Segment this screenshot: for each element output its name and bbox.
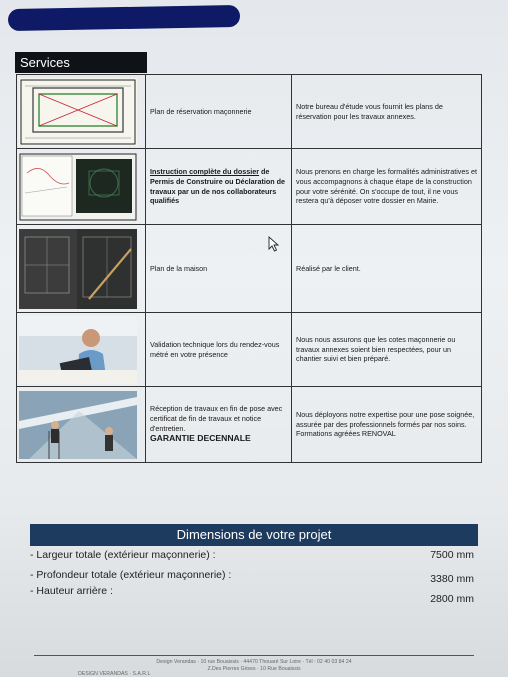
service-description-text: Réalisé par le client. — [296, 263, 361, 273]
service-name-part: de Permis de Construire ou Déclaration de travaux par un de nos collaborateurs qualifiés — [150, 167, 286, 206]
dimension-value: 7500 mm — [430, 549, 474, 561]
dimension-row — [30, 549, 476, 565]
service-description — [292, 313, 482, 387]
service-description-text: Nous prenons en charge les formalités administratives et vous accompagnons à chaque étape de la construction pour votre sérénité. On s'occupe de tout, il ne vous restera qu'à déposer votre dossier en Mairie. — [296, 167, 477, 206]
dimension-row — [30, 569, 476, 585]
service-image-cell — [17, 75, 146, 149]
footer-address-2: Z.Des Pierres Grises · 10 Rue Bouaissis — [207, 666, 301, 672]
service-row — [17, 313, 482, 387]
service-image-cell — [17, 387, 146, 463]
service-row — [17, 387, 482, 463]
service-row — [17, 75, 482, 149]
service-description-text: Nous déployons notre expertise pour une pose soignée, assurée par des professionnels formés par nos soins. — [296, 409, 475, 429]
training-note: Formations agréées RENOVAL — [296, 429, 396, 439]
service-image-cell — [17, 313, 146, 387]
installers-on-veranda-roof-image — [19, 391, 137, 459]
service-image-cell — [17, 225, 146, 313]
technician-with-laptop-image — [19, 316, 137, 384]
service-name — [146, 387, 292, 463]
dimension-label: - Profondeur totale (extérieur maçonnerie) : — [30, 569, 232, 581]
service-name-part: Validation technique lors du rendez-vous métré en votre présence — [150, 339, 280, 359]
service-description — [292, 75, 482, 149]
service-description-text: Notre bureau d'étude vous fournit les plans de réservation pour les travaux annexes. — [296, 101, 443, 121]
service-name-part: Plan de réservation maçonnerie — [150, 106, 252, 116]
service-row — [17, 225, 482, 313]
house-plan-blueprint-image — [19, 229, 137, 309]
service-description — [292, 387, 482, 463]
dimension-value: 3380 mm — [430, 573, 474, 585]
dimension-label: - Largeur totale (extérieur maçonnerie) : — [30, 549, 216, 561]
footer-address: Design Verandas · 10 rue Bouaissis · 44470 Thouaré Sur Loire · Tél : 02 40 03 84 24 — [156, 659, 352, 665]
building-permit-documents-image — [19, 153, 137, 221]
service-name — [146, 75, 292, 149]
service-image-cell — [17, 149, 146, 225]
service-name-part: Instruction complète du dossier — [150, 167, 260, 177]
mouse-pointer-icon — [268, 236, 280, 252]
service-name-part: Réception de travaux en fin de pose avec certificat de fin de travaux et notice d'entretien. — [150, 404, 283, 433]
masonry-reservation-plan-drawing-image — [19, 78, 137, 146]
services-table — [16, 74, 482, 463]
warranty-label: GARANTIE DECENNALE — [150, 433, 251, 444]
section-title: Services — [15, 52, 147, 73]
dimension-value: 2800 mm — [430, 593, 474, 605]
service-name — [146, 313, 292, 387]
footer-divider — [34, 655, 474, 656]
dimension-row — [30, 585, 476, 605]
dimensions-title: Dimensions de votre projet — [30, 524, 478, 546]
redaction-marker — [8, 5, 240, 31]
service-row — [17, 149, 482, 225]
service-name — [146, 149, 292, 225]
service-description — [292, 149, 482, 225]
service-name-part: Plan de la maison — [150, 263, 208, 273]
footer-company: DESIGN VERANDAS · S.A.R.L — [78, 671, 151, 677]
service-description-text: Nous nous assurons que les cotes maçonnerie ou travaux annexes soient bien respectées, pour un chantier suivi et bien préparé. — [296, 334, 456, 364]
service-description — [292, 225, 482, 313]
dimension-label: - Hauteur arrière : — [30, 585, 113, 597]
